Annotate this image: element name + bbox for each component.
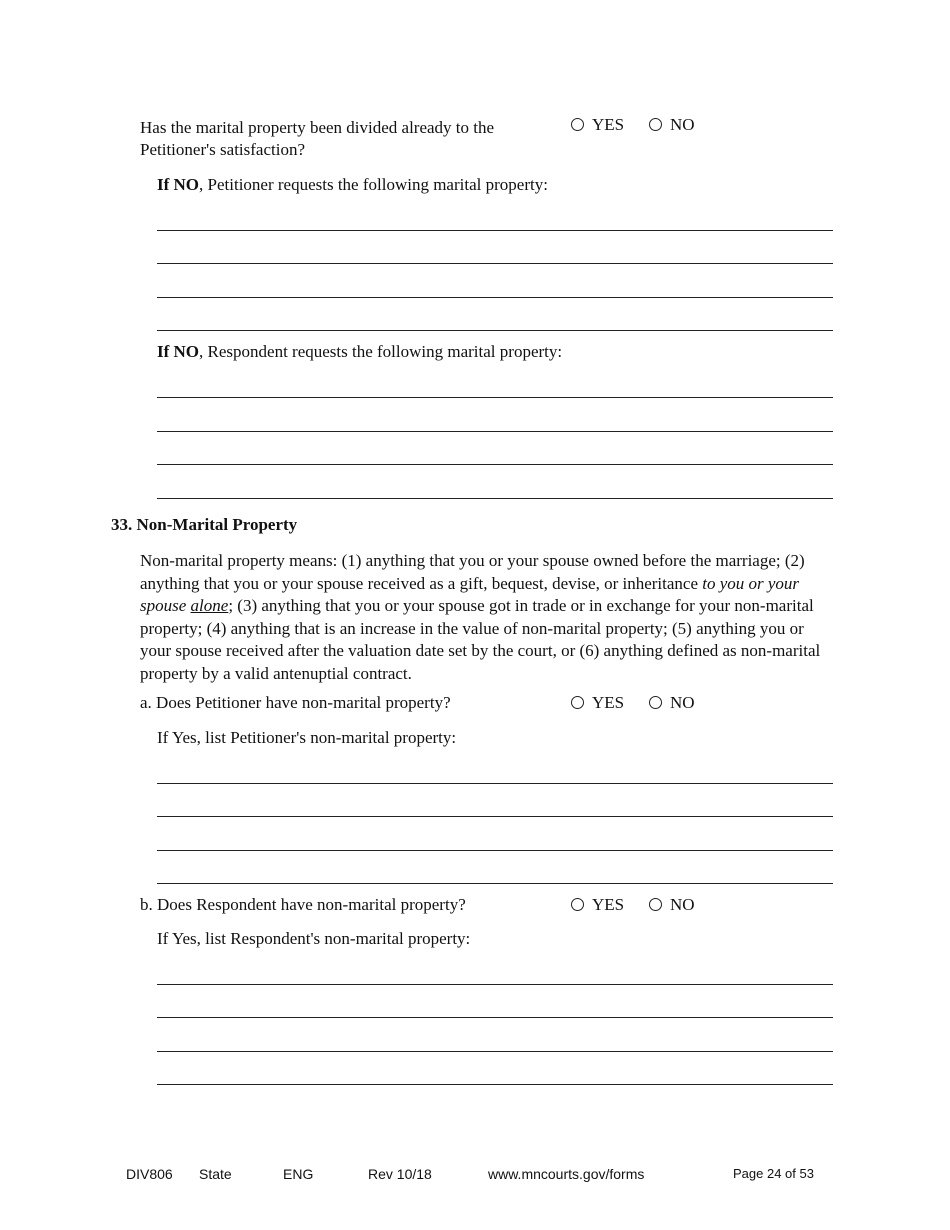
petitioner-request-line-4[interactable] [157,330,833,331]
respondent-nonmarital-line-4[interactable] [157,1084,833,1085]
respondent-yes-radio[interactable] [571,894,624,916]
definition-underline: alone [190,596,229,615]
footer-url: www.mncourts.gov/forms [488,1166,645,1182]
footer-revision: Rev 10/18 [368,1166,432,1182]
radio-circle-icon [649,898,662,911]
no-label: NO [670,895,695,914]
petitioner-request-text: , Petitioner requests the following marital property: [199,175,548,194]
footer-state: State [199,1166,232,1182]
radio-circle-icon [571,696,584,709]
no-label: NO [670,115,695,134]
yes-label: YES [592,895,625,914]
yes-label: YES [592,693,625,712]
if-no-bold: If NO [157,342,200,361]
radio-circle-icon [571,118,584,131]
non-marital-definition [140,550,834,685]
radio-circle-icon [649,696,662,709]
yes-label: YES [592,115,625,134]
petitioner-no-radio[interactable] [649,692,695,714]
petitioner-nonmarital-line-4[interactable] [157,883,833,884]
petitioner-request-line-1[interactable] [157,230,833,231]
petitioner-list-label: If Yes, list Petitioner's non-marital property: [157,728,457,747]
respondent-request-text: , Respondent requests the following marital property: [199,342,563,361]
respondent-nonmarital-line-2[interactable] [157,1017,833,1018]
footer-form-id: DIV806 [126,1166,173,1182]
petitioner-request-label [157,174,548,196]
no-label: NO [670,693,695,712]
petitioner-nonmarital-line-3[interactable] [157,850,833,851]
petitioner-request-line-3[interactable] [157,297,833,298]
respondent-request-line-2[interactable] [157,431,833,432]
petitioner-nonmarital-question: a. Does Petitioner have non-marital property? [140,693,451,712]
respondent-nonmarital-line-3[interactable] [157,1051,833,1052]
section-33-heading: 33. Non-Marital Property [111,515,298,534]
petitioner-yes-radio[interactable] [571,692,624,714]
respondent-nonmarital-question: b. Does Respondent have non-marital property? [140,895,466,914]
divided-yes-radio[interactable] [571,114,624,136]
radio-circle-icon [649,118,662,131]
footer-page-number: Page 24 of 53 [733,1166,814,1181]
radio-circle-icon [571,898,584,911]
petitioner-nonmarital-line-2[interactable] [157,816,833,817]
marital-divided-question: Has the marital property been divided already to the Petitioner's satisfaction? [140,118,495,159]
definition-italic: to you or your spouse [140,573,800,615]
petitioner-nonmarital-line-1[interactable] [157,783,833,784]
respondent-request-line-4[interactable] [157,498,833,499]
if-no-bold: If NO [157,175,200,194]
definition-text-2: ; (3) anything that you or your spouse got in trade or in exchange for your non-marital property; (4) anything that is an increase in the value of non-marital property; (5) anything you or your spouse received after the valuation date set by the court, or (6) anything defined as non-marital property by a valid antenuptial contract. [140,596,821,683]
respondent-nonmarital-line-1[interactable] [157,984,833,985]
respondent-no-radio[interactable] [649,894,695,916]
respondent-request-line-1[interactable] [157,397,833,398]
respondent-request-label [157,341,562,363]
footer-language: ENG [283,1166,314,1182]
respondent-request-line-3[interactable] [157,464,833,465]
divided-no-radio[interactable] [649,114,695,136]
petitioner-request-line-2[interactable] [157,263,833,264]
definition-text-1: Non-marital property means: (1) anything that you or your spouse owned before the marriage; (2) anything that you or your spouse received as a gift, bequest, devise, or inheritance [140,551,805,593]
respondent-list-label: If Yes, list Respondent's non-marital property: [157,929,471,948]
